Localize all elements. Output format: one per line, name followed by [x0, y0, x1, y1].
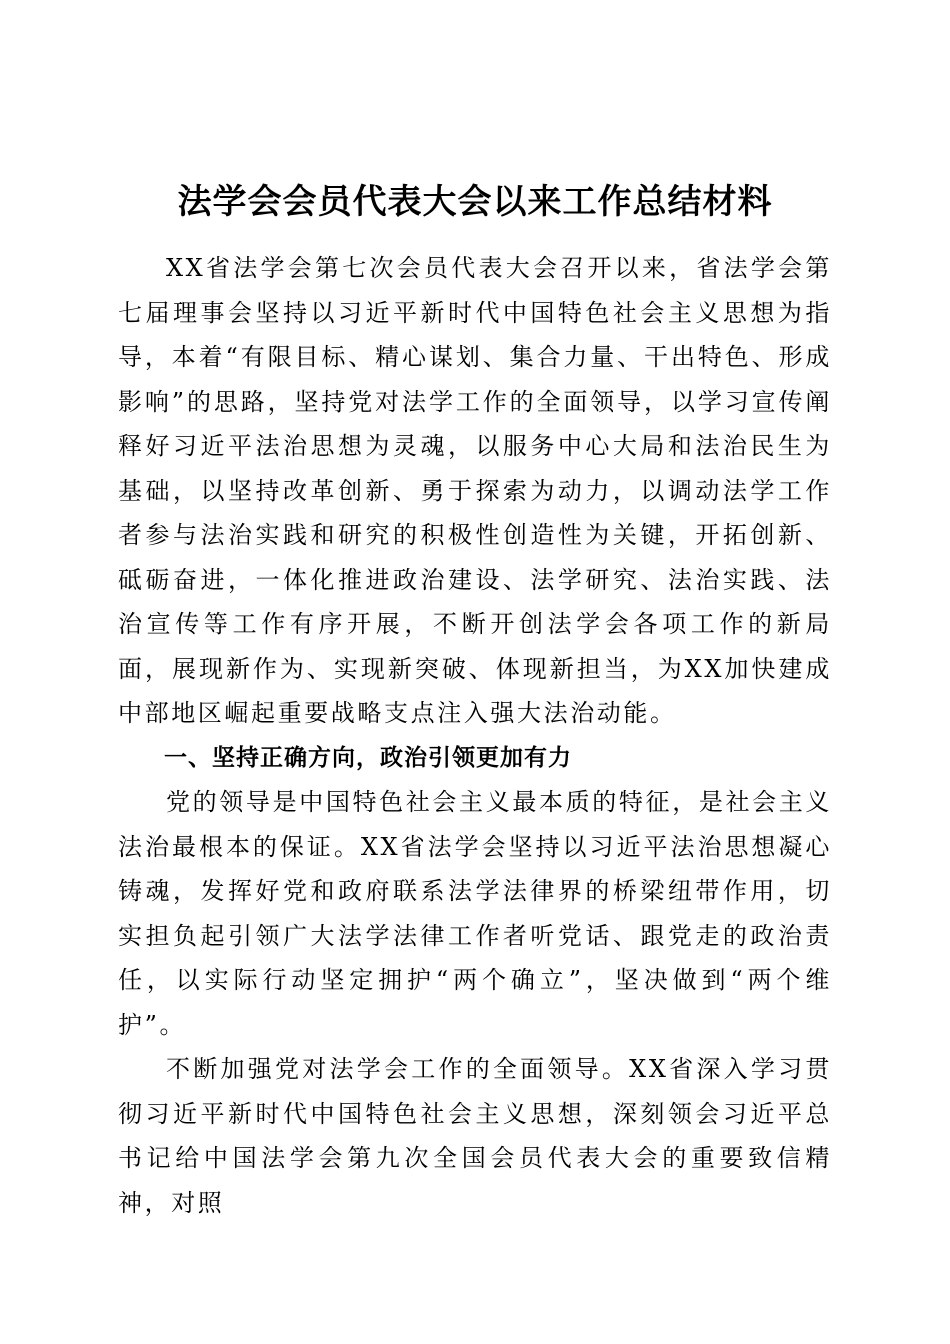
section-heading-1: 一、坚持正确方向，政治引领更加有力 [164, 744, 572, 771]
section-1-paragraph-1: 党的领导是中国特色社会主义最本质的特征，是社会主义法治最根本的保证。XX省法学会坚持以习近平法治思想凝心铸魂，发挥好党和政府联系法学法律界的桥梁纽带作用，切实担负起引领广大法学法律工作者听党话、跟党走的政治责任，以实际行动坚定拥护“两个确立”，坚决做到“两个维护”。 [118, 788, 832, 1039]
document-page [118, 0, 832, 1344]
document-title: 法学会会员代表大会以来工作总结材料 [177, 182, 773, 222]
document-body [118, 246, 832, 1225]
intro-paragraph: XX省法学会第七次会员代表大会召开以来，省法学会第七届理事会坚持以习近平新时代中国特色社会主义思想为指导，本着“有限目标、精心谋划、集合力量、干出特色、形成影响”的思路，坚持党对法学工作的全面领导，以学习宣传阐释好习近平法治思想为灵魂，以服务中心大局和法治民生为基础，以坚持改革创新、勇于探索为动力，以调动法学工作者参与法治实践和研究的积极性创造性为关键，开拓创新、砥砺奋进，一体化推进政治建设、法学研究、法治实践、法治宣传等工作有序开展，不断开创法学会各项工作的新局面，展现新作为、实现新突破、体现新担当，为XX加快建成中部地区崛起重要战略支点注入强大法治动能。 [118, 254, 832, 727]
section-1-paragraph-2: 不断加强党对法学会工作的全面领导。XX省深入学习贯彻习近平新时代中国特色社会主义思想，深刻领会习近平总书记给中国法学会第九次全国会员代表大会的重要致信精神，对照 [118, 1055, 832, 1217]
